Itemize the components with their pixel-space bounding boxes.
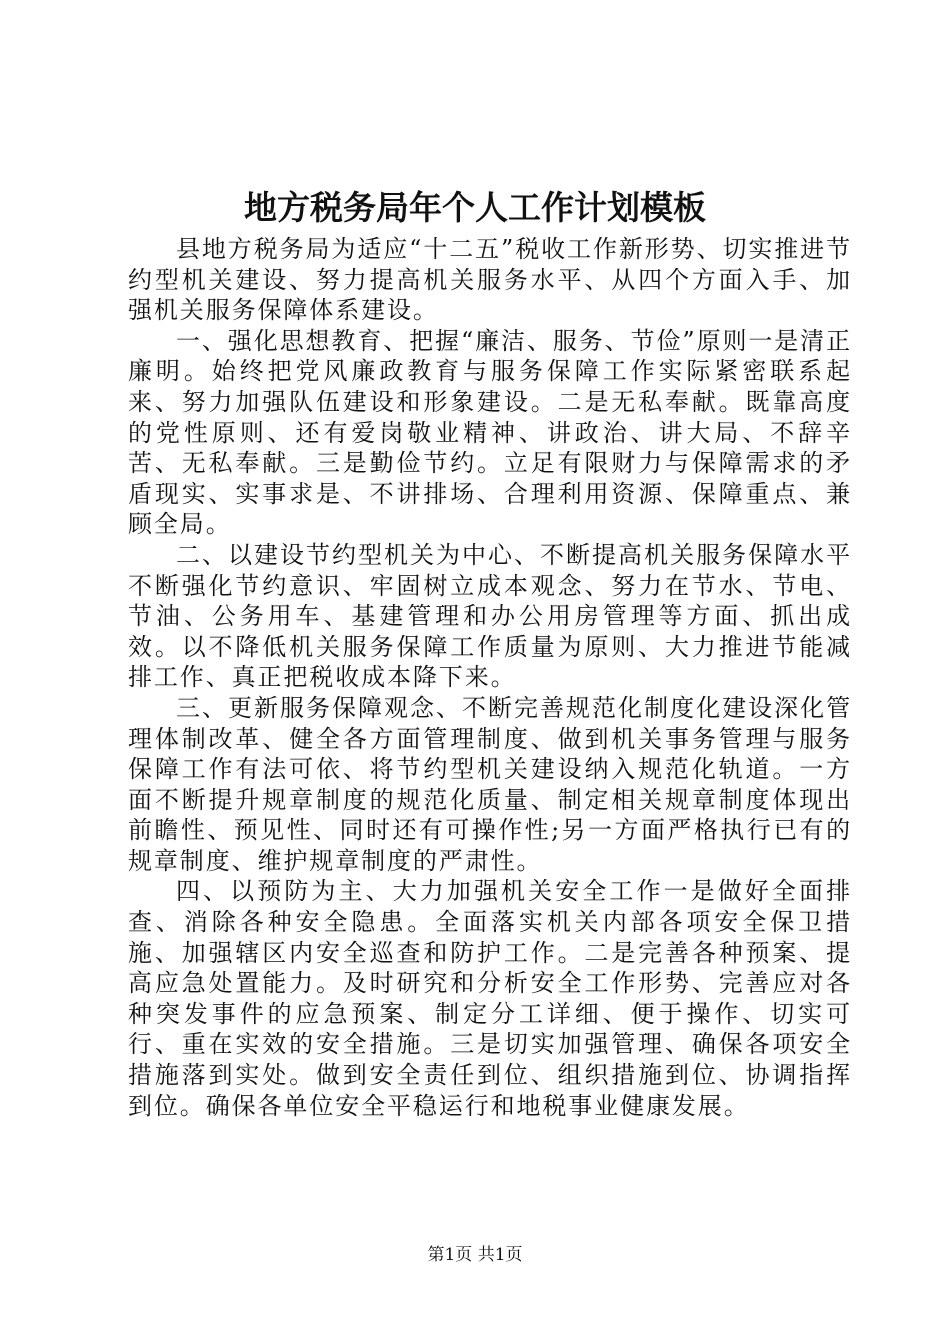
page-footer: 第1页 共1页	[427, 1245, 523, 1265]
paragraph-intro: 县地方税务局为适应“十二五”税收工作新形势、切实推进节约型机关建设、努力提高机关服务水平、从四个方面入手、加强机关服务保障体系建设。	[128, 235, 852, 325]
document-title: 地方税务局年个人工作计划模板	[244, 188, 706, 227]
paragraph-section-1: 一、强化思想教育、把握“廉洁、服务、节俭”原则一是清正廉明。始终把党风廉政教育与服务保障工作实际紧密联系起来、努力加强队伍建设和形象建设。二是无私奉献。既靠高度的党性原则、还有爱岗敬业精神、讲政治、讲大局、不辞辛苦、无私奉献。三是勤俭节约。立足有限财力与保障需求的矛盾现实、实事求是、不讲排场、合理利用资源、保障重点、兼顾全局。	[128, 326, 852, 539]
paragraph-section-2: 二、以建设节约型机关为中心、不断提高机关服务保障水平不断强化节约意识、牢固树立成本观念、努力在节水、节电、节油、公务用车、基建管理和办公用房管理等方面、抓出成效。以不降低机关服务保障工作质量为原则、大力推进节能减排工作、真正把税收成本降下来。	[128, 540, 852, 692]
paragraph-section-4: 四、以预防为主、大力加强机关安全工作一是做好全面排查、消除各种安全隐患。全面落实机关内部各项安全保卫措施、加强辖区内安全巡查和防护工作。二是完善各种预案、提高应急处置能力。及时研究和分析安全工作形势、完善应对各种突发事件的应急预案、制定分工详细、便于操作、切实可行、重在实效的安全措施。三是切实加强管理、确保各项安全措施落到实处。做到安全责任到位、组织措施到位、协调指挥到位。确保各单位安全平稳运行和地税事业健康发展。	[128, 877, 852, 1120]
paragraph-section-3: 三、更新服务保障观念、不断完善规范化制度化建设深化管理体制改革、健全各方面管理制度、做到机关事务管理与服务保障工作有法可依、将节约型机关建设纳入规范化轨道。一方面不断提升规章制度的规范化质量、制定相关规章制度体现出前瞻性、预见性、同时还有可操作性;另一方面严格执行已有的规章制度、维护规章制度的严肃性。	[128, 693, 852, 875]
document-body	[128, 234, 852, 1121]
